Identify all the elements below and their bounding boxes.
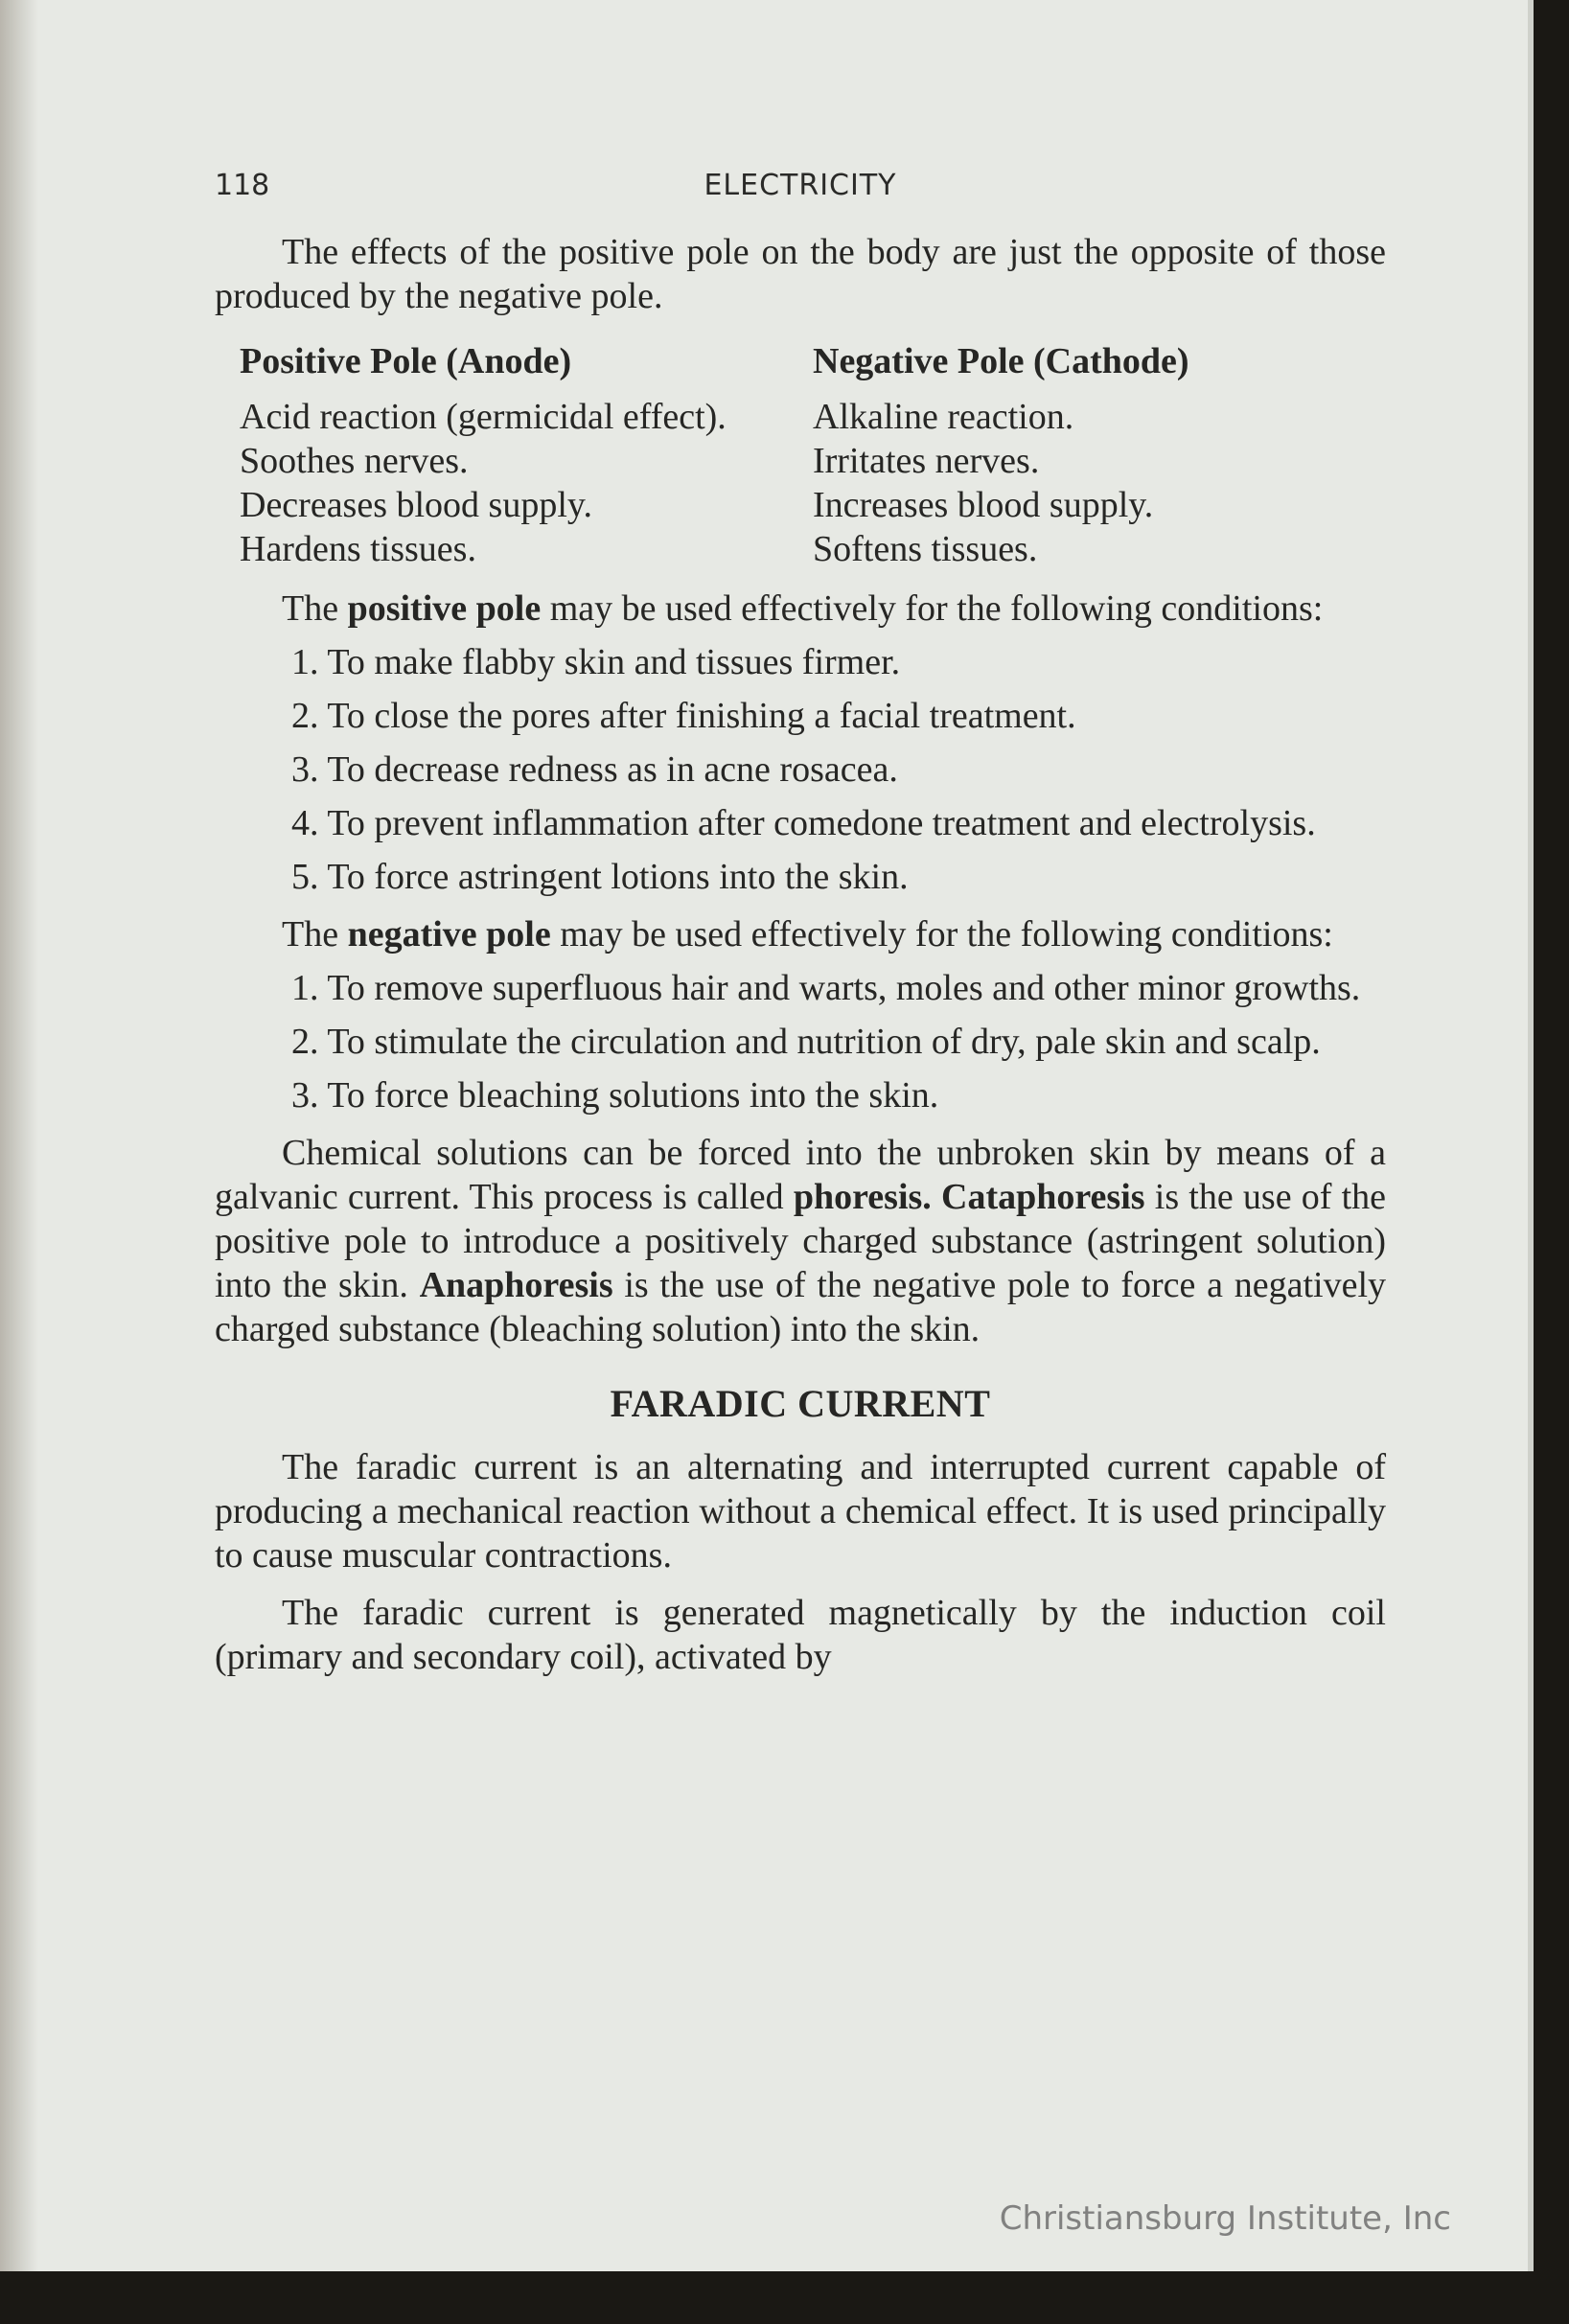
list-item: 1. To remove superfluous hair and warts, moles and other minor growths. [291, 968, 1361, 1008]
positive-effect: Soothes nerves. [240, 441, 469, 481]
negative-effect: Irritates nerves. [813, 441, 1040, 481]
list-item: 4. To prevent inflammation after comedone treatment and electrolysis. [291, 803, 1316, 843]
anaphoresis-term: Anaphoresis [419, 1265, 613, 1305]
list-item: 3. To force bleaching solutions into the skin. [291, 1075, 939, 1116]
negative-pole-column [813, 339, 1386, 571]
page-body [215, 230, 1386, 1679]
lead-text: The [282, 914, 339, 955]
negative-pole-header: Negative Pole (Cathode) [813, 341, 1189, 381]
intro-paragraph: The effects of the positive pole on the body are just the opposite of those produced by the negative pole. [215, 232, 1386, 316]
page-header [215, 169, 1386, 207]
positive-pole-intro [215, 587, 1386, 631]
section-heading: FARADIC CURRENT [610, 1382, 991, 1425]
list-item: 2. To close the pores after finishing a facial treatment. [291, 696, 1076, 736]
faradic-paragraph-1: The faradic current is an alternating and interrupted current capable of producing a mechanical reaction without a chemical effect. It is used principally to cause muscular contractions. [215, 1447, 1386, 1576]
pole-comparison-table [240, 339, 1386, 571]
page-spine-shadow [0, 0, 38, 2271]
body-text: is the use of the negative pole to force a negatively charged substance (bleaching solution) into the skin. [215, 1265, 1386, 1349]
list-item: 1. To make flabby skin and tissues firmer. [291, 642, 901, 682]
positive-pole-term: positive pole [347, 588, 542, 629]
negative-pole-term: negative pole [347, 914, 551, 955]
phoresis-paragraph [215, 1131, 1386, 1351]
negative-effect: Alkaline reaction. [813, 397, 1074, 437]
positive-pole-header: Positive Pole (Anode) [240, 341, 572, 381]
body-text: Chemical solutions can be forced into the unbroken skin by means of a galvanic current. This process is called [215, 1133, 1386, 1217]
lead-text: may be used effectively for the following conditions: [560, 914, 1333, 955]
watermark: Christiansburg Institute, Inc [999, 2199, 1451, 2238]
list-item: 3. To decrease redness as in acne rosacea. [291, 749, 898, 790]
faradic-paragraph-2: The faradic current is generated magnetically by the induction coil (primary and secondary coil), activated by [215, 1593, 1386, 1677]
lead-text: may be used effectively for the following conditions: [549, 588, 1324, 629]
phoresis-term: phoresis. [793, 1177, 932, 1217]
body-text: is the use of the positive pole to introduce a positively charged substance (astringent solution) into the skin. [215, 1177, 1387, 1305]
running-head: ELECTRICITY [704, 169, 897, 202]
positive-effect: Hardens tissues. [240, 529, 476, 569]
positive-effect: Acid reaction (germicidal effect). [240, 397, 727, 437]
list-item: 5. To force astringent lotions into the skin. [291, 857, 909, 897]
lead-text: The [282, 588, 339, 629]
positive-effect: Decreases blood supply. [240, 485, 592, 525]
cataphoresis-term: Cataphoresis [941, 1177, 1145, 1217]
negative-effect: Increases blood supply. [813, 485, 1154, 525]
negative-pole-intro [215, 912, 1386, 956]
negative-effect: Softens tissues. [813, 529, 1038, 569]
list-item: 2. To stimulate the circulation and nutrition of dry, pale skin and scalp. [291, 1022, 1321, 1062]
page-number: 118 [215, 169, 270, 202]
positive-pole-column [240, 339, 813, 571]
